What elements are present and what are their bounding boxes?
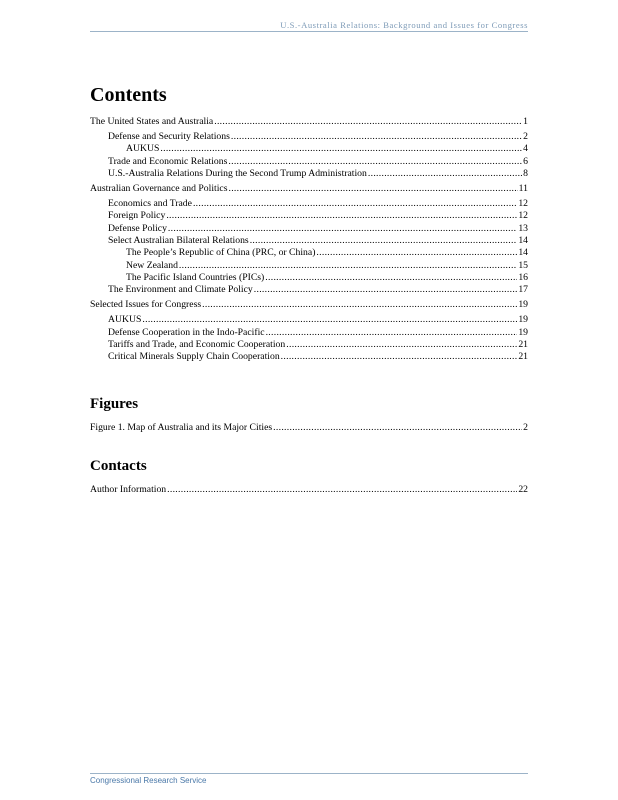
toc-entry[interactable] xyxy=(90,247,528,259)
contents-list xyxy=(90,116,528,364)
toc-entry[interactable] xyxy=(90,272,528,284)
toc-entry[interactable] xyxy=(90,198,528,210)
toc-dot-leader xyxy=(286,339,517,351)
toc-page-number: 11 xyxy=(518,183,528,195)
toc-entry-title: New Zealand xyxy=(126,259,178,271)
toc-entry[interactable] xyxy=(90,314,528,326)
toc-entry[interactable] xyxy=(90,339,528,351)
toc-dot-leader xyxy=(254,284,518,296)
toc-entry-title: U.S.-Australia Relations During the Second Trump Administration xyxy=(108,167,367,179)
toc-page-number: 17 xyxy=(518,284,528,296)
toc-page-number: 19 xyxy=(518,299,528,311)
toc-entry-title: Figure 1. Map of Australia and its Major Cities xyxy=(90,422,273,433)
toc-entry-title: Foreign Policy xyxy=(108,210,166,222)
toc-entry[interactable] xyxy=(90,351,528,363)
toc-dot-leader xyxy=(265,272,517,284)
toc-dot-leader xyxy=(193,198,517,210)
toc-page-number: 14 xyxy=(518,235,528,247)
toc-dot-leader xyxy=(228,183,517,195)
toc-dot-leader xyxy=(160,143,522,155)
toc-entry-title: The Environment and Climate Policy xyxy=(108,284,253,296)
toc-page-number: 15 xyxy=(518,259,528,271)
contacts-heading: Contacts xyxy=(90,458,147,474)
toc-page-number: 2 xyxy=(523,422,528,433)
toc-entry-title: Economics and Trade xyxy=(108,198,192,210)
toc-entry[interactable] xyxy=(90,116,528,128)
toc-entry-title: Defense Cooperation in the Indo-Pacific xyxy=(108,326,265,338)
toc-entry[interactable] xyxy=(90,183,528,195)
toc-entry[interactable] xyxy=(90,156,528,168)
contents-heading: Contents xyxy=(90,84,167,106)
toc-dot-leader xyxy=(168,223,517,235)
toc-dot-leader xyxy=(368,168,522,180)
toc-page-number: 19 xyxy=(518,314,528,326)
toc-dot-leader xyxy=(179,260,517,272)
toc-entry-title: The People’s Republic of China (PRC, or China) xyxy=(126,247,316,259)
toc-dot-leader xyxy=(142,314,517,326)
figures-heading: Figures xyxy=(90,396,139,412)
toc-entry[interactable] xyxy=(90,168,528,180)
toc-entry[interactable] xyxy=(90,484,528,496)
toc-page-number: 6 xyxy=(523,155,528,167)
toc-dot-leader xyxy=(266,327,518,339)
footer-rule xyxy=(90,773,528,774)
toc-page-number: 16 xyxy=(518,271,528,283)
toc-entry-title: AUKUS xyxy=(108,314,142,326)
toc-entry-title: Select Australian Bilateral Relations xyxy=(108,235,249,247)
header-rule xyxy=(90,31,528,32)
toc-entry[interactable] xyxy=(90,299,528,311)
toc-entry[interactable] xyxy=(90,284,528,296)
toc-entry[interactable] xyxy=(90,235,528,247)
toc-dot-leader xyxy=(228,156,522,168)
toc-entry[interactable] xyxy=(90,131,528,143)
toc-entry[interactable] xyxy=(90,327,528,339)
toc-entry-title: Australian Governance and Politics xyxy=(90,183,228,195)
toc-page-number: 12 xyxy=(518,210,528,222)
toc-entry-title: Critical Minerals Supply Chain Cooperation xyxy=(108,351,280,363)
toc-page-number: 12 xyxy=(518,198,528,210)
toc-page-number: 4 xyxy=(523,143,528,155)
toc-dot-leader xyxy=(231,131,522,143)
toc-page-number: 22 xyxy=(518,484,528,495)
toc-page-number: 21 xyxy=(518,339,528,351)
toc-dot-leader xyxy=(167,484,517,496)
toc-page-number: 19 xyxy=(518,326,528,338)
toc-entry-title: The Pacific Island Countries (PICs) xyxy=(126,271,265,283)
contacts-list xyxy=(90,484,528,496)
toc-entry-title: AUKUS xyxy=(126,143,160,155)
toc-page-number: 21 xyxy=(518,351,528,363)
toc-entry-title: The United States and Australia xyxy=(90,116,214,127)
toc-page-number: 13 xyxy=(518,222,528,234)
toc-dot-leader xyxy=(214,116,522,128)
toc-entry[interactable] xyxy=(90,260,528,272)
toc-dot-leader xyxy=(202,299,517,311)
toc-entry[interactable] xyxy=(90,223,528,235)
toc-page-number: 1 xyxy=(523,116,528,127)
toc-dot-leader xyxy=(316,247,517,259)
toc-entry-title: Tariffs and Trade, and Economic Cooperation xyxy=(108,339,286,351)
toc-entry[interactable] xyxy=(90,422,528,434)
toc-entry-title: Defense Policy xyxy=(108,222,167,234)
toc-entry-title: Author Information xyxy=(90,484,167,495)
toc-entry[interactable] xyxy=(90,143,528,155)
toc-entry-title: Defense and Security Relations xyxy=(108,131,230,143)
toc-entry-title: Selected Issues for Congress xyxy=(90,299,202,311)
toc-dot-leader xyxy=(273,422,522,434)
footer-text: Congressional Research Service xyxy=(90,776,207,785)
running-header: U.S.-Australia Relations: Background and Issues for Congress xyxy=(280,20,528,30)
toc-dot-leader xyxy=(166,210,517,222)
toc-page-number: 2 xyxy=(523,131,528,143)
toc-dot-leader xyxy=(281,351,518,363)
figures-list xyxy=(90,422,528,434)
toc-dot-leader xyxy=(250,235,518,247)
toc-page-number: 14 xyxy=(518,247,528,259)
toc-entry-title: Trade and Economic Relations xyxy=(108,155,228,167)
toc-entry[interactable] xyxy=(90,210,528,222)
toc-page-number: 8 xyxy=(523,167,528,179)
